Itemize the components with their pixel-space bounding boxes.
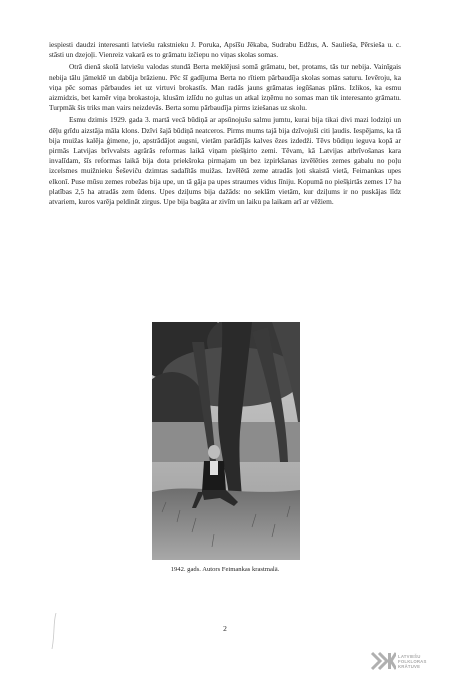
archive-logo-icon [370,650,396,672]
logo-line-1: LATVIEŠU [398,653,421,659]
paragraph-1: iespiesti daudzi interesanti latviešu rakstnieku J. Poruka, Apsīšu Jēkaba, Sudrabu Edžus, A. Saulieša, Pērsieša u. c. stāsti un dzejoļi. Vienreiz vakarā es to grāmatu izčiepu no viņas skolas somas. [49,40,401,60]
archive-logo [370,650,448,672]
paragraph-3: Esmu dzimis 1929. gada 3. martā vecā būdiņā ar apsūnojušu salmu jumtu, kurai bija tikai divi mazi lodziņi un dēļu grīdu aizstāja māla klons. Dzīvi šajā būdiņā neatceros. Pirms mums tajā bija dzīvojuši citi ļaudis. Iespējams, ka tā bija muižas kalēja ģimene, jo, apstrādājot augsni, vietām parādījās kalves ēzes izdedži. Tēvs būdiņu ieguva kopā ar pirmās Latvijas brīvvalsts agrārās reformas laikā viņam piešķirto zemi. Tēvam, kā Latvijas atbrīvošanas kara invalīdam, šīs reformas laikā bija dota priekšroka pirmajam un bez izpirkšanas izvēlēties zemes gabalu no poļu izcelsmes muižnieku Šeševiču dzimtas sadalītās muižas. Izvēlētā zeme atradās ļoti skaistā vietā, Feimankas upes elkonī. Puse mūsu zemes robežas bija upe, un tā gāja pa upes straumes vidus līniju. Kopumā no piešķirtās zemes 17 ha platības 2,5 ha atradās zem ūdens. Upes dziļums bija dažāds: no seklām vietām, kur dziļums ir no puskājas līdz atvariem, kuros varēja peldināt zirgus. Upe bija bagāta ar zivīm un laiku pa laikam arī ar vēžiem. [49,115,401,207]
photograph-man-by-river [152,322,300,560]
page-number: 2 [223,624,227,633]
logo-line-2: FOLKLORAS [398,658,427,664]
body-text [49,40,401,207]
paragraph-2: Otrā dienā skolā latviešu valodas stundā Berta meklējusi somā grāmatu, bet, protams, tās tur nebija. Vainīgais nebija tālu jāmeklē un dabūja brāzienu. Pēc šī gadījuma Berta no rītiem pārbaudīja skolas somas saturu. Ievēroju, ka viņa pēc somas pārbaudes iet uz virtuvi brokastīs. Man radās jauns grāmatas iegūšanas plāns. Izlikos, ka esmu aizmidzis, bet kamēr viņa brokastoja, klusām izlīdu no gultas un atkal izņēmu no somas man tik interesanto grāmatu. Turpmāk šis triks man vairs neizdevās. Berta somu pārbaudīja pirms iziešanas uz skolu. [49,62,401,113]
logo-line-3: KRĀTUVE [398,663,421,669]
archive-logo-text [398,654,427,669]
photo-caption: 1942. gads. Autors Feimankas krastmalā. [170,566,280,573]
